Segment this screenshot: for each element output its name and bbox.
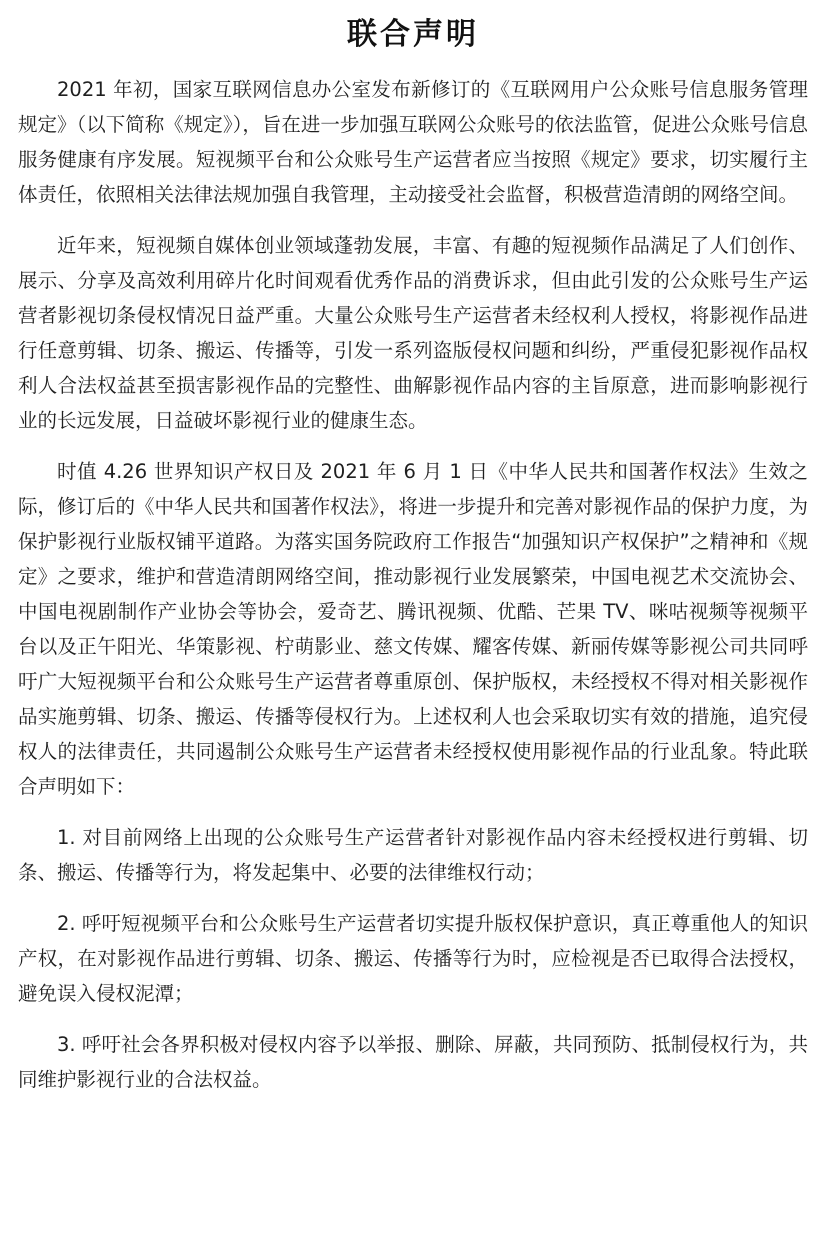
document-title: 联合声明 [347,17,479,52]
paragraph-point-1: 1. 对目前网络上出现的公众账号生产运营者针对影视作品内容未经授权进行剪辑、切条、搬运、传播等行为，将发起集中、必要的法律维权行动； [18,826,808,884]
paragraph-background: 近年来，短视频自媒体创业领域蓬勃发展，丰富、有趣的短视频作品满足了人们创作、展示、分享及高效利用碎片化时间观看优秀作品的消费诉求，但由此引发的公众账号生产运营者影视切条侵权情况日益严重。大量公众账号生产运营者未经权利人授权，将影视作品进行任意剪辑、切条、搬运、传播等，引发一系列盗版侵权问题和纠纷，严重侵犯影视作品权利人合法权益甚至损害影视作品的完整性、曲解影视作品内容的主旨原意，进而影响影视行业的长远发展，日益破坏影视行业的健康生态。 [18,234,808,432]
paragraph-statement: 时值 4.26 世界知识产权日及 2021 年 6 月 1 日《中华人民共和国著作权法》生效之际，修订后的《中华人民共和国著作权法》，将进一步提升和完善对影视作品的保护力度，为保护影视行业版权铺平道路。为落实国务院政府工作报告“加强知识产权保护”之精神和《规定》之要求，维护和营造清朗网络空间，推动影视行业发展繁荣，中国电视艺术交流协会、中国电视剧制作产业协会等协会，爱奇艺、腾讯视频、优酷、芒果 TV、咪咕视频等视频平台以及正午阳光、华策影视、柠萌影业、慈文传媒、耀客传媒、新丽传媒等影视公司共同呼吁广大短视频平台和公众账号生产运营者尊重原创、保护版权，未经授权不得对相关影视作品实施剪辑、切条、搬运、传播等侵权行为。上述权利人也会采取切实有效的措施，追究侵权人的法律责任，共同遏制公众账号生产运营者未经授权使用影视作品的行业乱象。特此联合声明如下： [18,460,808,798]
paragraph-intro: 2021 年初，国家互联网信息办公室发布新修订的《互联网用户公众账号信息服务管理规定》（以下简称《规定》），旨在进一步加强互联网公众账号的依法监管，促进公众账号信息服务健康有序发展。短视频平台和公众账号生产运营者应当按照《规定》要求，切实履行主体责任，依照相关法律法规加强自我管理，主动接受社会监督，积极营造清朗的网络空间。 [18,78,808,206]
paragraph-point-2: 2. 呼吁短视频平台和公众账号生产运营者切实提升版权保护意识，真正尊重他人的知识产权，在对影视作品进行剪辑、切条、搬运、传播等行为时，应检视是否已取得合法授权，避免误入侵权泥潭； [18,912,808,1005]
paragraph-point-3: 3. 呼吁社会各界积极对侵权内容予以举报、删除、屏蔽，共同预防、抵制侵权行为，共同维护影视行业的合法权益。 [18,1033,808,1091]
